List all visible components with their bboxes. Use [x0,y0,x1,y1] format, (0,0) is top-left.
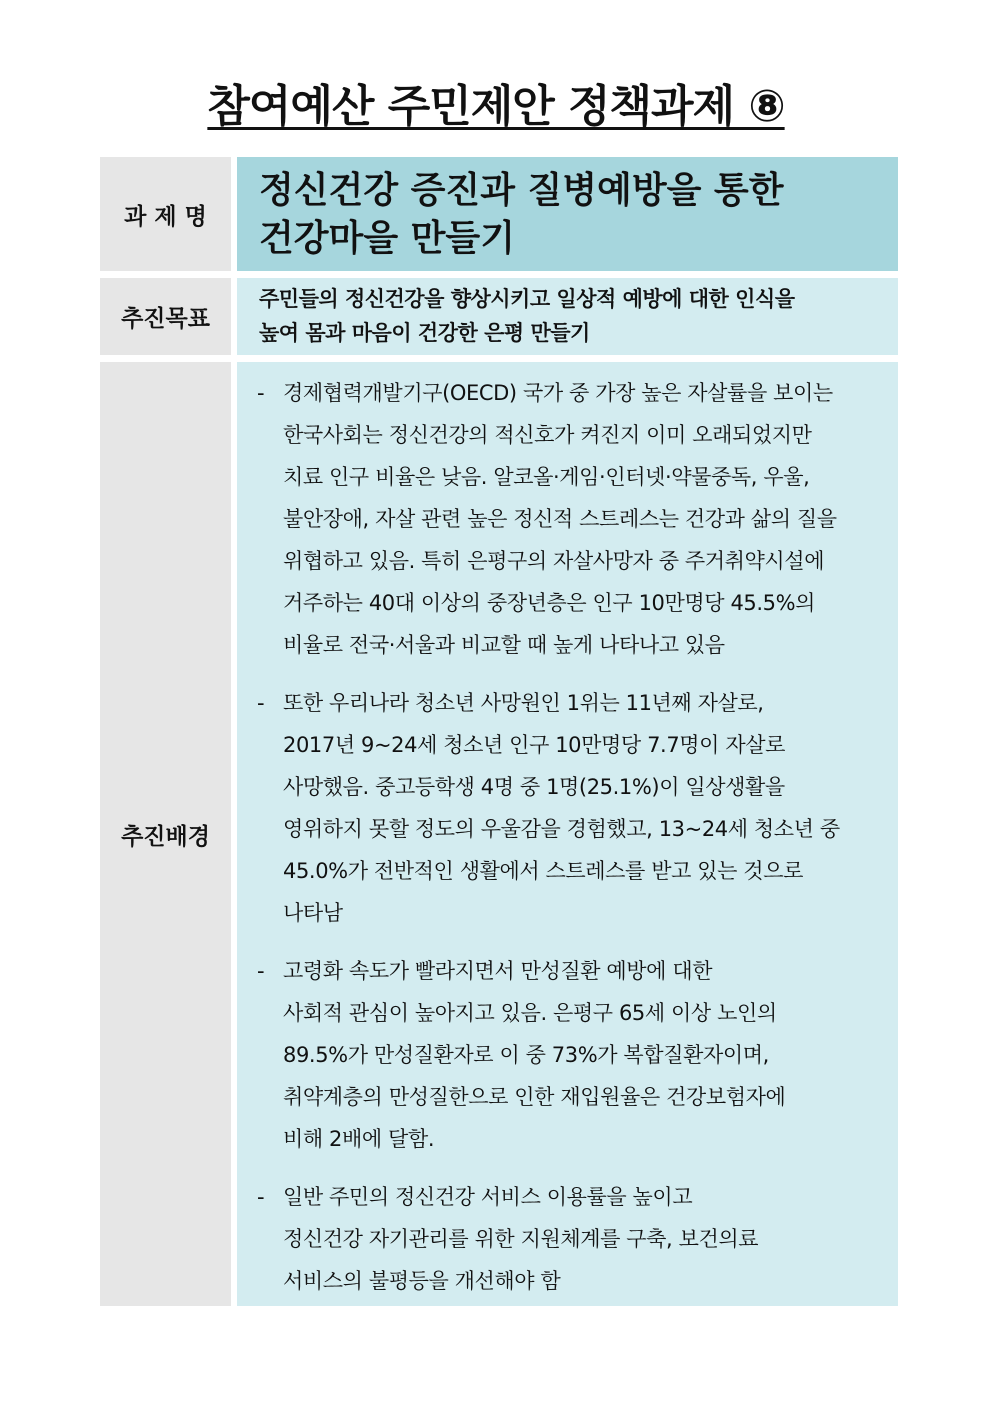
label-background: 추진배경 [100,362,231,1306]
label-goal: 추진목표 [100,278,231,355]
paragraph-line: 거주하는 40대 이상의 중장년층은 인구 10만명당 45.5%의 [283,591,816,615]
paragraph-line: 영위하지 못할 정도의 우울감을 경험했고, 13~24세 청소년 중 [283,817,840,841]
bullet-dash: - [257,381,265,405]
background-paragraph [257,372,898,666]
paragraph-line: 2017년 9~24세 청소년 인구 10만명당 7.7명이 자살로 [283,733,785,757]
page-title [0,70,992,134]
paragraph-line: 위협하고 있음. 특히 은평구의 자살사망자 중 주거취약시설에 [283,549,825,573]
bullet-dash: - [257,959,265,983]
paragraph-line: 한국사회는 정신건강의 적신호가 켜진지 이미 오래되었지만 [283,423,812,447]
background-paragraph [257,682,898,934]
paragraph-line: 45.0%가 전반적인 생활에서 스트레스를 받고 있는 것으로 [283,859,803,883]
task-name-line: 건강마을 만들기 [259,218,515,259]
paragraph-line: 사망했음. 중고등학생 4명 중 1명(25.1%)이 일상생활을 [283,775,785,799]
task-name-cell [237,157,898,271]
paragraph-line: 취약계층의 만성질한으로 인한 재입원율은 건강보험자에 [283,1085,786,1109]
paragraph-line: 치료 인구 비율은 낮음. 알코올·게임·인터넷·약물중독, 우울, [283,465,810,489]
paragraph-line: 서비스의 불평등을 개선해야 함 [283,1269,561,1293]
goal-line: 주민들의 정신건강을 향상시키고 일상적 예방에 대한 인식을 [259,287,795,311]
task-name-line: 정신건강 증진과 질병예방을 통한 [259,170,784,211]
title-text: 참여예산 주민제안 정책과제 ⑧ [207,81,785,132]
paragraph-line: 나타남 [283,901,343,925]
paragraph-line: 사회적 관심이 높아지고 있음. 은평구 65세 이상 노인의 [283,1001,777,1025]
paragraph-line: 정신건강 자기관리를 위한 지원체계를 구축, 보건의료 [283,1227,759,1251]
goal-line: 높여 몸과 마음이 건강한 은평 만들기 [259,321,590,345]
background-paragraph [257,1176,898,1302]
paragraph-line: 비해 2배에 달함. [283,1127,435,1151]
paragraph-line: 경제협력개발기구(OECD) 국가 중 가장 높은 자살률을 보이는 [283,381,833,405]
paragraph-line: 89.5%가 만성질환자로 이 중 73%가 복합질환자이며, [283,1043,769,1067]
goal-cell [237,278,898,355]
paragraph-line: 또한 우리나라 청소년 사망원인 1위는 11년째 자살로, [283,691,764,715]
bullet-dash: - [257,1185,265,1209]
background-paragraph [257,950,898,1160]
paragraph-line: 일반 주민의 정신건강 서비스 이용률을 높이고 [283,1185,693,1209]
bullet-dash: - [257,691,265,715]
background-cell [237,362,898,1306]
paragraph-line: 불안장애, 자살 관련 높은 정신적 스트레스는 건강과 삶의 질을 [283,507,837,531]
label-task-name: 과 제 명 [100,157,231,271]
paragraph-line: 비율로 전국·서울과 비교할 때 높게 나타나고 있음 [283,633,725,657]
paragraph-line: 고령화 속도가 빨라지면서 만성질환 예방에 대한 [283,959,713,983]
